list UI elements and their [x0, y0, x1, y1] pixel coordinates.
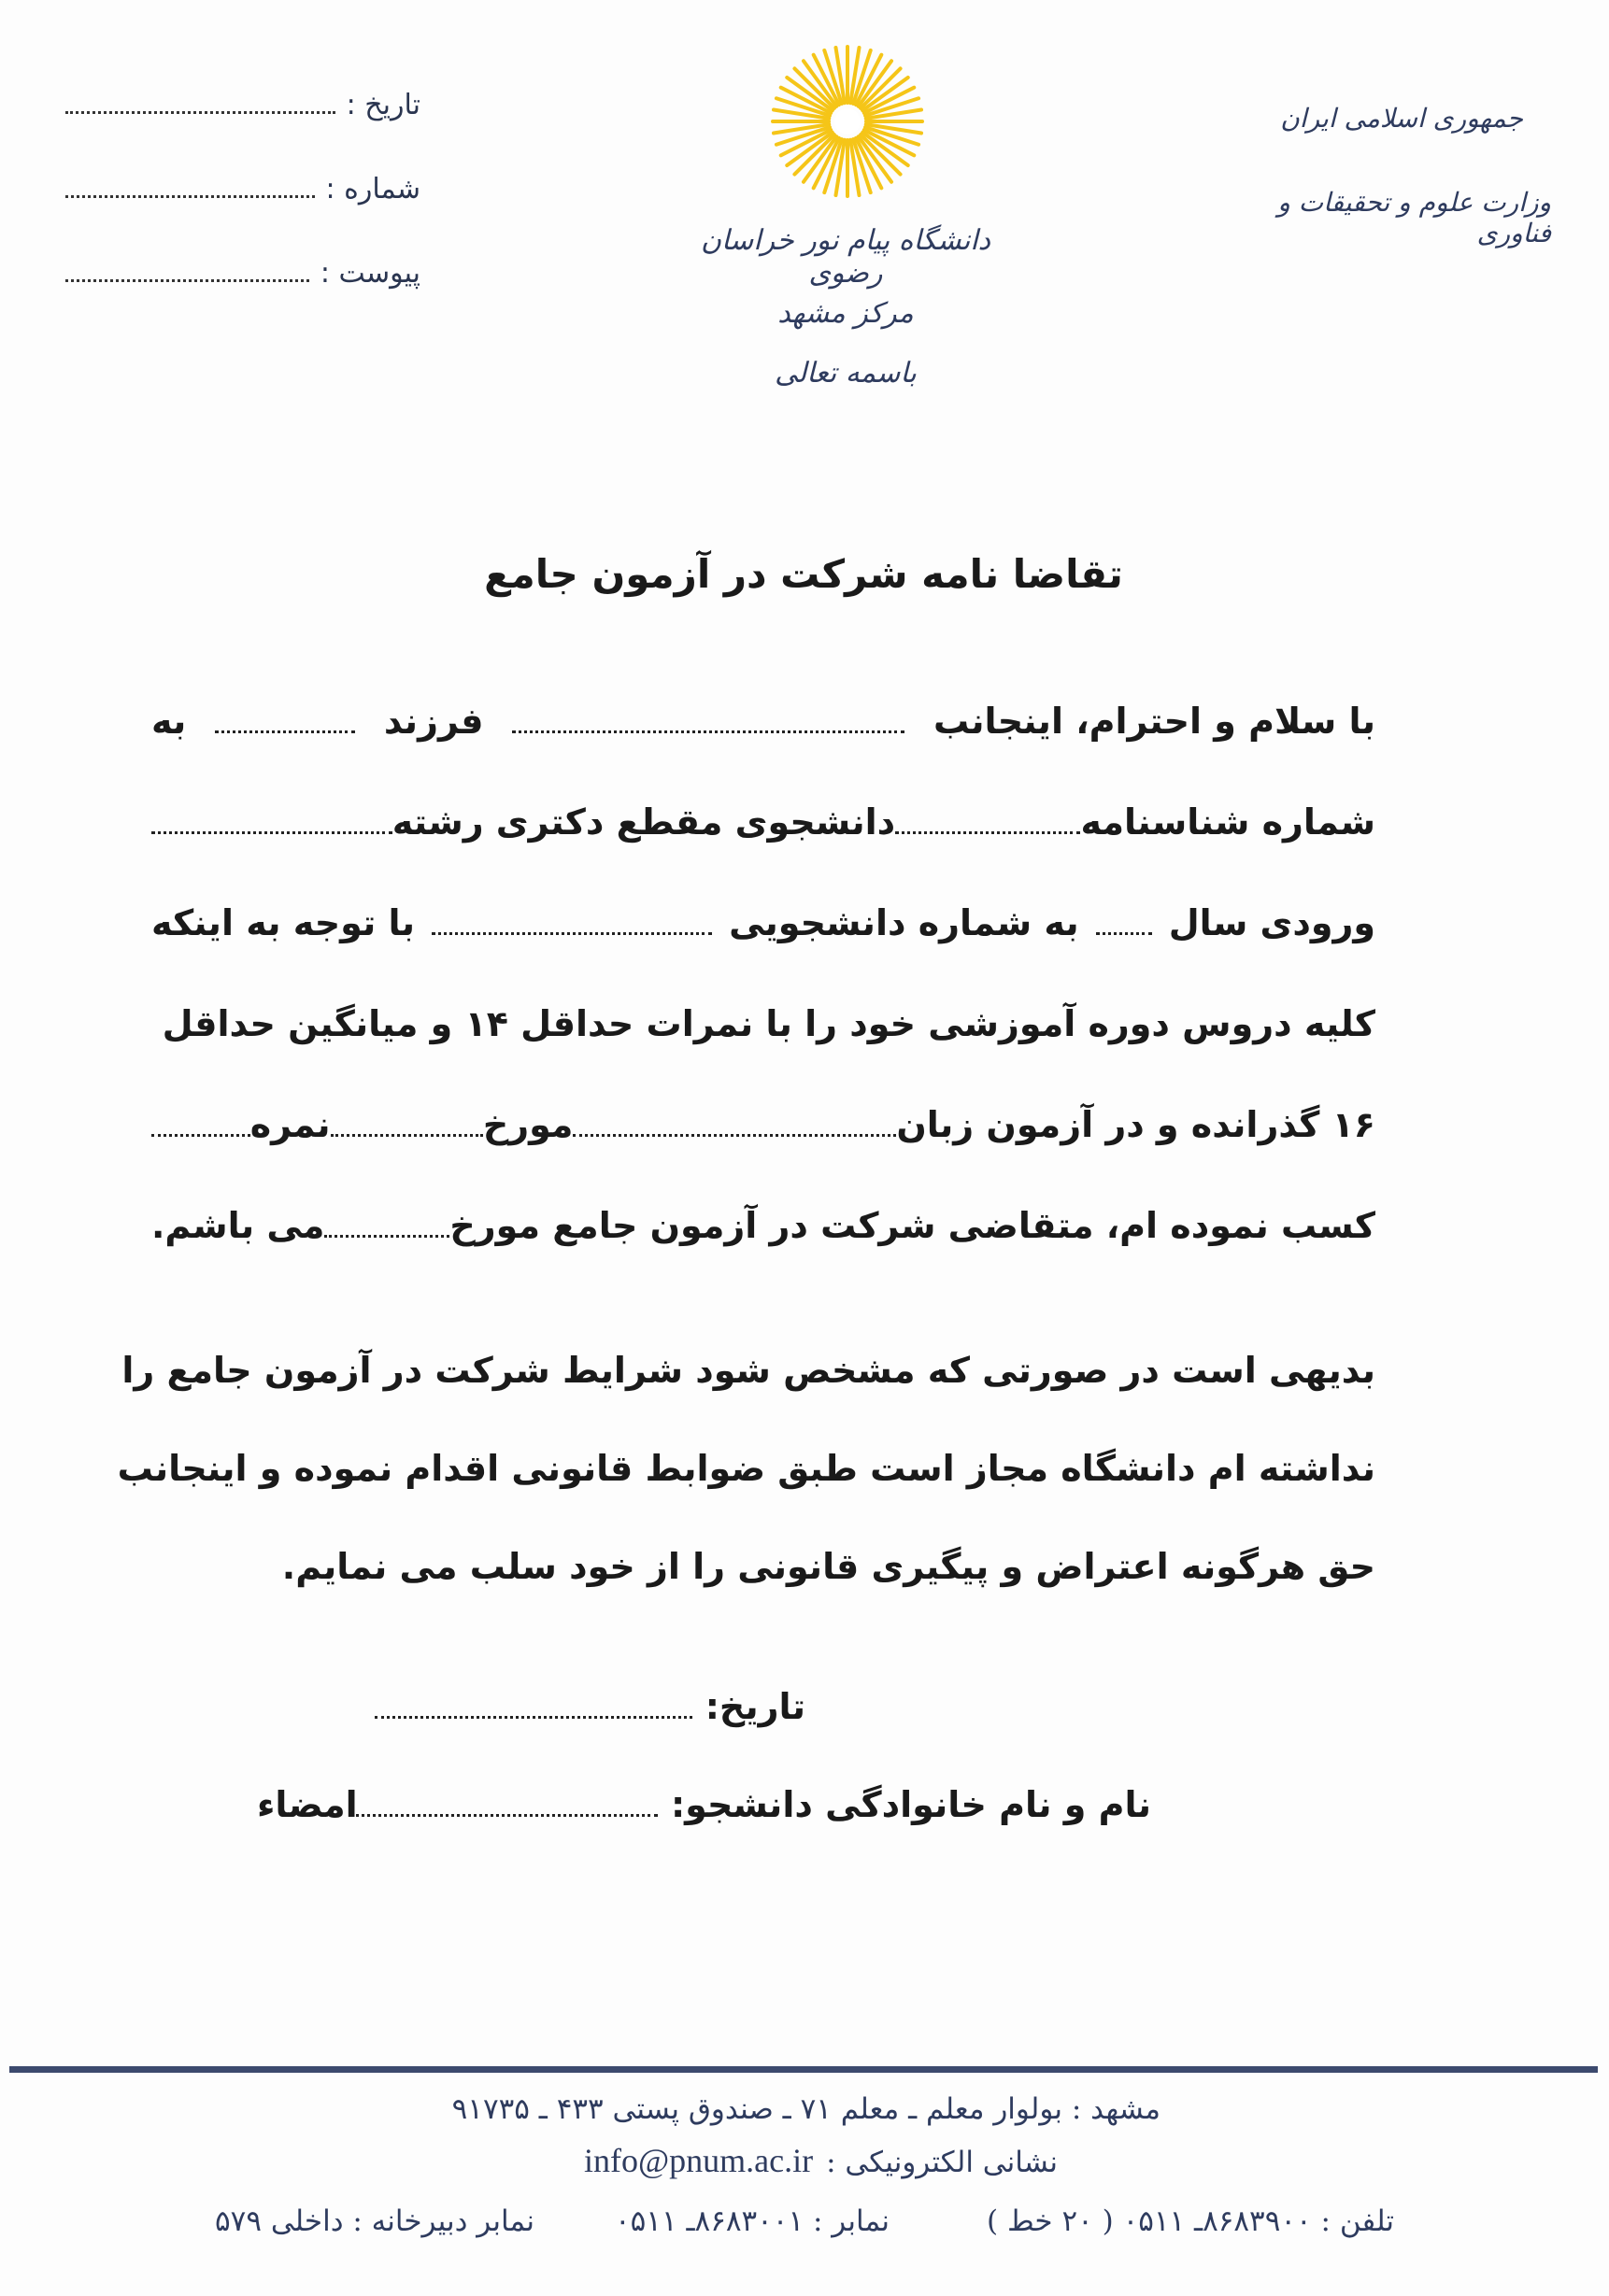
body-line-6-text-a: کسب نموده ام، متقاضی شرکت در آزمون جامع مورخ	[449, 1205, 1375, 1246]
meta-number-field[interactable]	[65, 173, 420, 257]
body-line-5-text-c: نمره	[249, 1104, 331, 1145]
field-of-study-blank[interactable]	[151, 812, 392, 834]
footer-secretariat-fax: نمابر دبیرخانه : داخلی ۵۷۹	[215, 2204, 534, 2238]
signature-sign-label: امضاء	[257, 1784, 358, 1825]
body-line-3	[151, 902, 1375, 968]
language-exam-score-blank[interactable]	[331, 1114, 483, 1137]
footer-address: مشهد : بولوار معلم ـ معلم ۷۱ ـ صندوق پستی ۴۳۳ ـ ۹۱۷۳۵	[451, 2092, 1160, 2126]
body-line-9-text: حق هرگونه اعتراض و پیگیری قانونی را از خود سلب می نمایم.	[281, 1546, 1375, 1587]
meta-number-blank[interactable]	[65, 176, 315, 198]
body-line-7	[121, 1350, 1375, 1415]
score-blank[interactable]	[151, 1114, 250, 1137]
meta-attachment-label: پیوست :	[320, 257, 420, 290]
university-logo-icon	[768, 42, 927, 201]
meta-date-blank[interactable]	[65, 92, 335, 114]
footer-phone: تلفن : ۸۶۸۳۹۰۰ـ ۰۵۱۱ ( ۲۰ خط )	[987, 2204, 1394, 2238]
signature-name-blank[interactable]	[349, 1794, 658, 1817]
body-line-8	[117, 1448, 1375, 1513]
ministry-name: وزارت علوم و تحقیقات و فناوری	[1277, 187, 1551, 248]
body-line-1-text-b: فرزند	[383, 701, 484, 742]
body-line-6-text-b: می باشم.	[151, 1205, 325, 1246]
signature-name-label: نام و نام خانوادگی دانشجو:	[670, 1784, 1151, 1825]
signature-date-blank[interactable]	[375, 1696, 692, 1719]
body-line-1-text-c: به	[151, 701, 187, 742]
body-line-3-text-c: با توجه به اینکه	[151, 902, 416, 943]
signature-date-row	[375, 1686, 805, 1727]
body-line-5-text-b: مورخ	[482, 1104, 574, 1145]
body-line-3-text-b: به شماره دانشجویی	[729, 902, 1079, 943]
republic-name: جمهوری اسلامی ایران	[1280, 103, 1523, 134]
footer-divider	[9, 2066, 1598, 2073]
body-line-7-text: بدیهی است در صورتی که مشخص شود شرایط شرکت در آزمون جامع را	[121, 1350, 1375, 1391]
body-line-3-text-a: ورودی سال	[1168, 902, 1375, 943]
signature-date-label: تاریخ:	[705, 1686, 805, 1727]
footer-email-link[interactable]: info@pnum.ac.ir	[584, 2142, 814, 2179]
signature-sign-row	[257, 1784, 358, 1825]
father-name-blank[interactable]	[215, 711, 355, 733]
body-line-2-text-a: شماره شناسنامه	[1080, 801, 1375, 843]
body-line-5	[151, 1104, 1375, 1169]
footer-email-row	[584, 2141, 1058, 2180]
body-line-4-text: کلیه دروس دوره آموزشی خود را با نمرات حداقل ۱۴ و میانگین حداقل	[162, 1003, 1375, 1044]
footer-email-label: نشانی الکترونیکی :	[826, 2146, 1058, 2179]
entry-year-blank[interactable]	[1096, 913, 1152, 935]
university-name: دانشگاه پیام نور خراسان رضوی	[700, 224, 991, 290]
signature-name-row	[349, 1784, 1151, 1825]
page-title: تقاضا نامه شرکت در آزمون جامع	[484, 551, 1123, 597]
center-name: مرکز مشهد	[777, 297, 914, 330]
letter-meta-fields	[65, 89, 420, 341]
body-line-8-text: نداشته ام دانشگاه مجاز است طبق ضوابط قانونی اقدام نموده و اینجانب	[117, 1448, 1375, 1489]
student-number-blank[interactable]	[432, 913, 712, 935]
body-line-4	[151, 1003, 1375, 1069]
meta-attachment-field[interactable]	[65, 257, 420, 341]
body-line-6	[151, 1205, 1375, 1270]
meta-number-label: شماره :	[325, 173, 420, 206]
body-line-9	[151, 1546, 1375, 1611]
meta-date-field[interactable]	[65, 89, 420, 173]
body-line-1	[151, 701, 1375, 766]
language-exam-date-blank[interactable]	[573, 1114, 896, 1137]
body-line-1-text-a: با سلام و احترام، اینجانب	[933, 701, 1375, 742]
body-line-2-text-b: دانشجوی مقطع دکتری رشته	[392, 801, 896, 843]
footer-fax: نمابر : ۸۶۸۳۰۰۱ـ ۰۵۱۱	[615, 2204, 890, 2238]
basmala: باسمه تعالی	[775, 357, 917, 390]
meta-date-label: تاریخ :	[346, 89, 420, 121]
body-line-2	[151, 801, 1375, 867]
meta-attachment-blank[interactable]	[65, 260, 309, 282]
comprehensive-exam-date-blank[interactable]	[324, 1215, 449, 1238]
body-line-5-text-a: ۱۶ گذرانده و در آزمون زبان	[896, 1104, 1375, 1145]
student-name-blank[interactable]	[512, 711, 904, 733]
id-number-blank[interactable]	[895, 812, 1080, 834]
